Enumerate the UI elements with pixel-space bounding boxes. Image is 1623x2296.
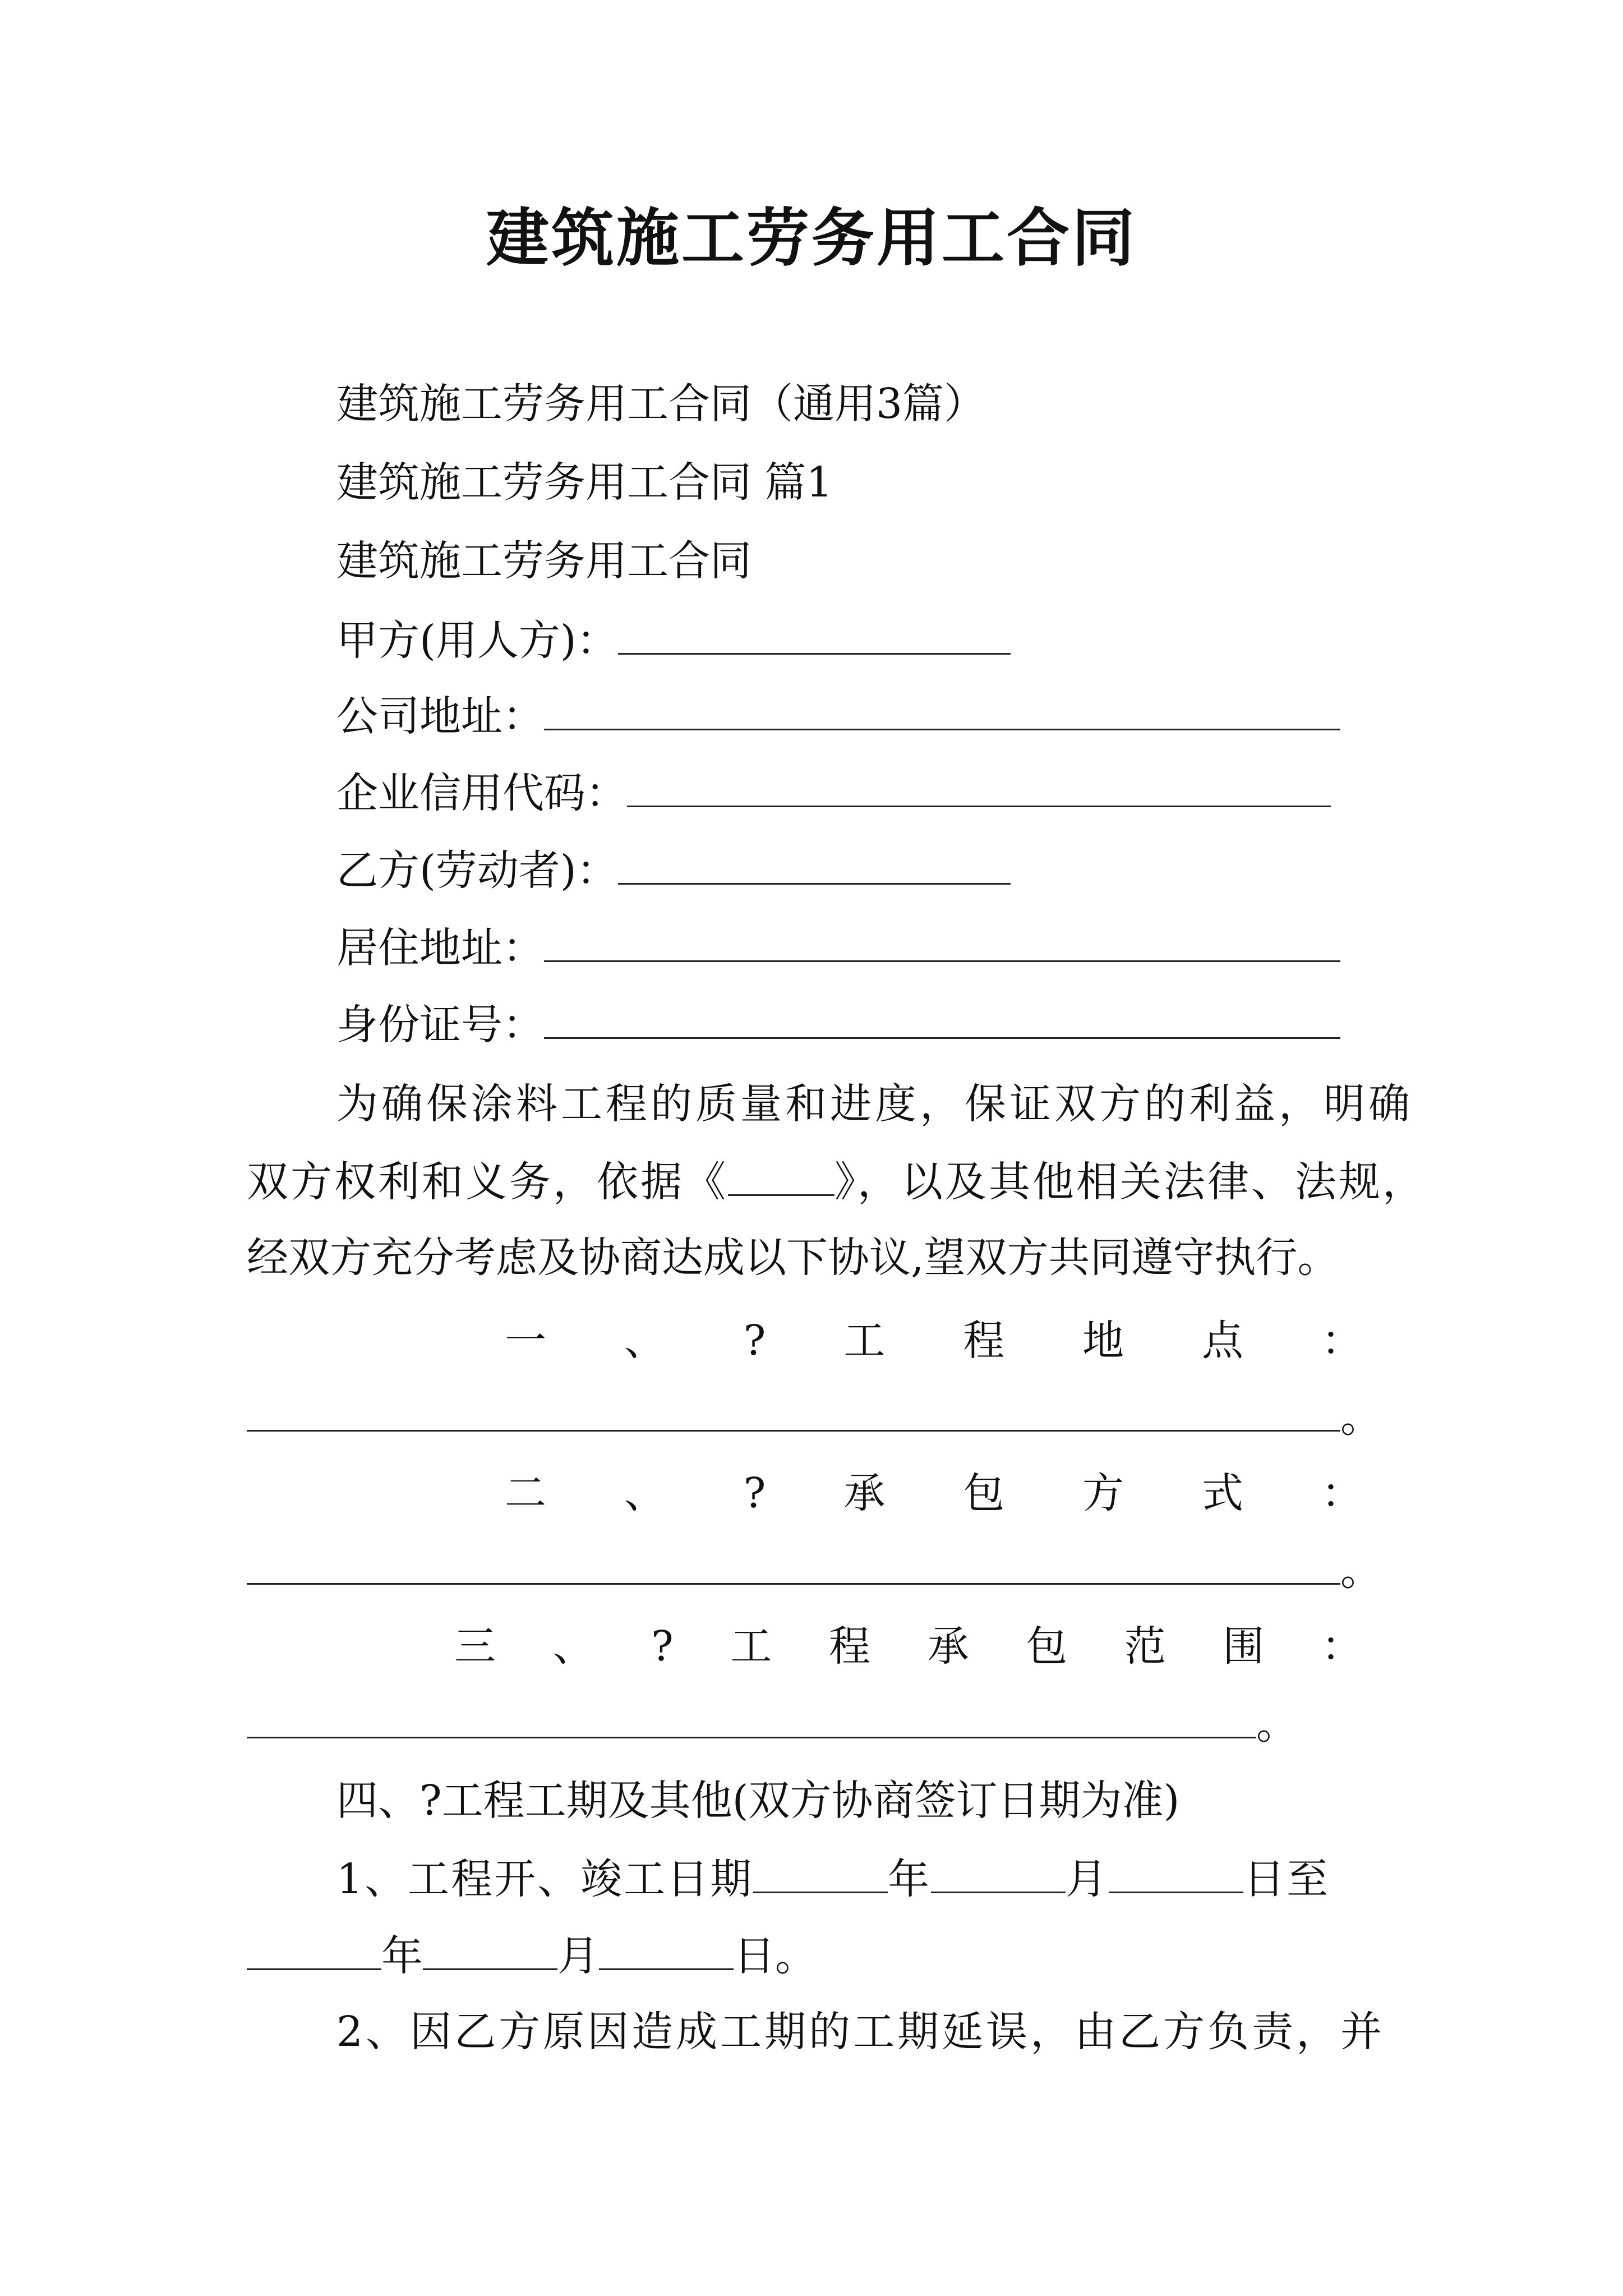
paragraph-line-1: 为确保涂料工程的质量和进度，保证双方的利益，明确: [336, 1080, 1413, 1128]
period-mark: 。: [1340, 1393, 1382, 1442]
s3-char: 围: [1223, 1622, 1265, 1671]
s3-char: 工: [730, 1622, 772, 1671]
s2-char: 承: [843, 1469, 886, 1517]
s2-char: 方: [1082, 1469, 1124, 1517]
company-address-row: [336, 687, 1340, 744]
s1-char: 程: [963, 1317, 1005, 1365]
s2-char: 式: [1202, 1469, 1244, 1517]
id-number-blank[interactable]: [544, 996, 1340, 1039]
s1-char: 、: [624, 1317, 666, 1365]
period-mark: 。: [1256, 1700, 1298, 1749]
day-to-label: 日至: [1243, 1855, 1330, 1903]
section-3-heading: [454, 1618, 1363, 1674]
section-2-answer: [247, 1542, 1382, 1599]
subtitle-line: 建筑施工劳务用工合同（通用3篇）: [336, 380, 986, 428]
s2-char: ?: [743, 1469, 766, 1517]
end-day-blank[interactable]: [599, 1927, 734, 1970]
s2-char: ：: [1321, 1469, 1363, 1517]
s1-char: 工: [843, 1317, 886, 1365]
day-end-label: 日。: [734, 1932, 817, 1980]
id-number-label: 身份证号：: [336, 1001, 544, 1049]
section-3-answer: [247, 1695, 1298, 1752]
s2-char: 、: [624, 1469, 666, 1517]
company-address-label: 公司地址：: [336, 692, 544, 740]
s3-char: 程: [829, 1622, 870, 1671]
start-day-blank[interactable]: [1109, 1850, 1243, 1893]
company-address-blank[interactable]: [544, 687, 1340, 730]
year-label: 年: [888, 1855, 932, 1903]
id-number-row: [336, 996, 1340, 1053]
document-title: 建筑施工劳务用工合同: [486, 201, 1137, 275]
s2-char: 包: [963, 1469, 1005, 1517]
section-3-blank[interactable]: [247, 1695, 1256, 1738]
item-1-label: 1、工程开、竣工日期: [336, 1855, 754, 1903]
year-label: 年: [381, 1932, 423, 1980]
residence-blank[interactable]: [544, 919, 1340, 962]
party-a-label: 甲方(用人方)：: [336, 616, 618, 665]
item-1-line-1: [336, 1850, 1330, 1907]
month-label: 月: [557, 1932, 599, 1980]
section-2-heading: [505, 1465, 1363, 1521]
residence-label: 居住地址：: [336, 924, 544, 972]
s1-char: 一: [505, 1317, 546, 1365]
section-1-blank[interactable]: [247, 1388, 1340, 1432]
paragraph-line-2: [247, 1153, 1426, 1210]
s1-char: 地: [1082, 1317, 1124, 1365]
credit-code-label: 企业信用代码：: [336, 769, 627, 817]
credit-code-blank[interactable]: [627, 764, 1331, 807]
period-mark: 。: [1340, 1547, 1382, 1595]
section-heading: 建筑施工劳务用工合同 篇1: [336, 458, 833, 507]
s3-char: 、: [552, 1622, 594, 1671]
contract-name: 建筑施工劳务用工合同: [336, 537, 751, 585]
credit-code-row: [336, 764, 1331, 821]
s3-char: 三: [454, 1622, 496, 1671]
s1-char: 点: [1202, 1317, 1244, 1365]
party-b-row: [336, 841, 1011, 899]
s3-char: ：: [1321, 1622, 1363, 1671]
item-2-line: 2、因乙方原因造成工期的工期延误，由乙方负责，并: [336, 2008, 1385, 2056]
residence-row: [336, 919, 1340, 976]
item-1-line-2: [247, 1927, 817, 1984]
s3-char: ?: [651, 1622, 674, 1671]
party-a-row: [336, 611, 1011, 669]
month-label: 月: [1066, 1855, 1109, 1903]
paragraph-line-2a: 双方权利和义务，依据《: [247, 1158, 728, 1206]
s1-char: ?: [743, 1317, 766, 1365]
s3-char: 承: [927, 1622, 969, 1671]
law-name-blank[interactable]: [728, 1153, 834, 1196]
s3-char: 范: [1124, 1622, 1166, 1671]
section-4-heading: 四、?工程工期及其他(双方协商签订日期为准): [336, 1777, 1180, 1825]
party-a-blank[interactable]: [618, 611, 1011, 655]
start-month-blank[interactable]: [931, 1850, 1066, 1893]
party-b-blank[interactable]: [618, 841, 1011, 885]
paragraph-line-2b: 》，以及其他相关法律、法规，: [834, 1158, 1426, 1206]
end-year-blank[interactable]: [247, 1927, 381, 1970]
section-1-answer: [247, 1388, 1382, 1446]
s3-char: 包: [1026, 1622, 1068, 1671]
start-year-blank[interactable]: [753, 1850, 888, 1893]
s1-char: ：: [1321, 1317, 1363, 1365]
end-month-blank[interactable]: [423, 1927, 557, 1970]
paragraph-line-3: 经双方充分考虑及协商达成以下协议,望双方共同遵守执行。: [247, 1234, 1339, 1282]
section-2-blank[interactable]: [247, 1542, 1340, 1585]
party-b-label: 乙方(劳动者)：: [336, 846, 618, 895]
section-1-heading: [505, 1313, 1363, 1369]
s2-char: 二: [505, 1469, 546, 1517]
